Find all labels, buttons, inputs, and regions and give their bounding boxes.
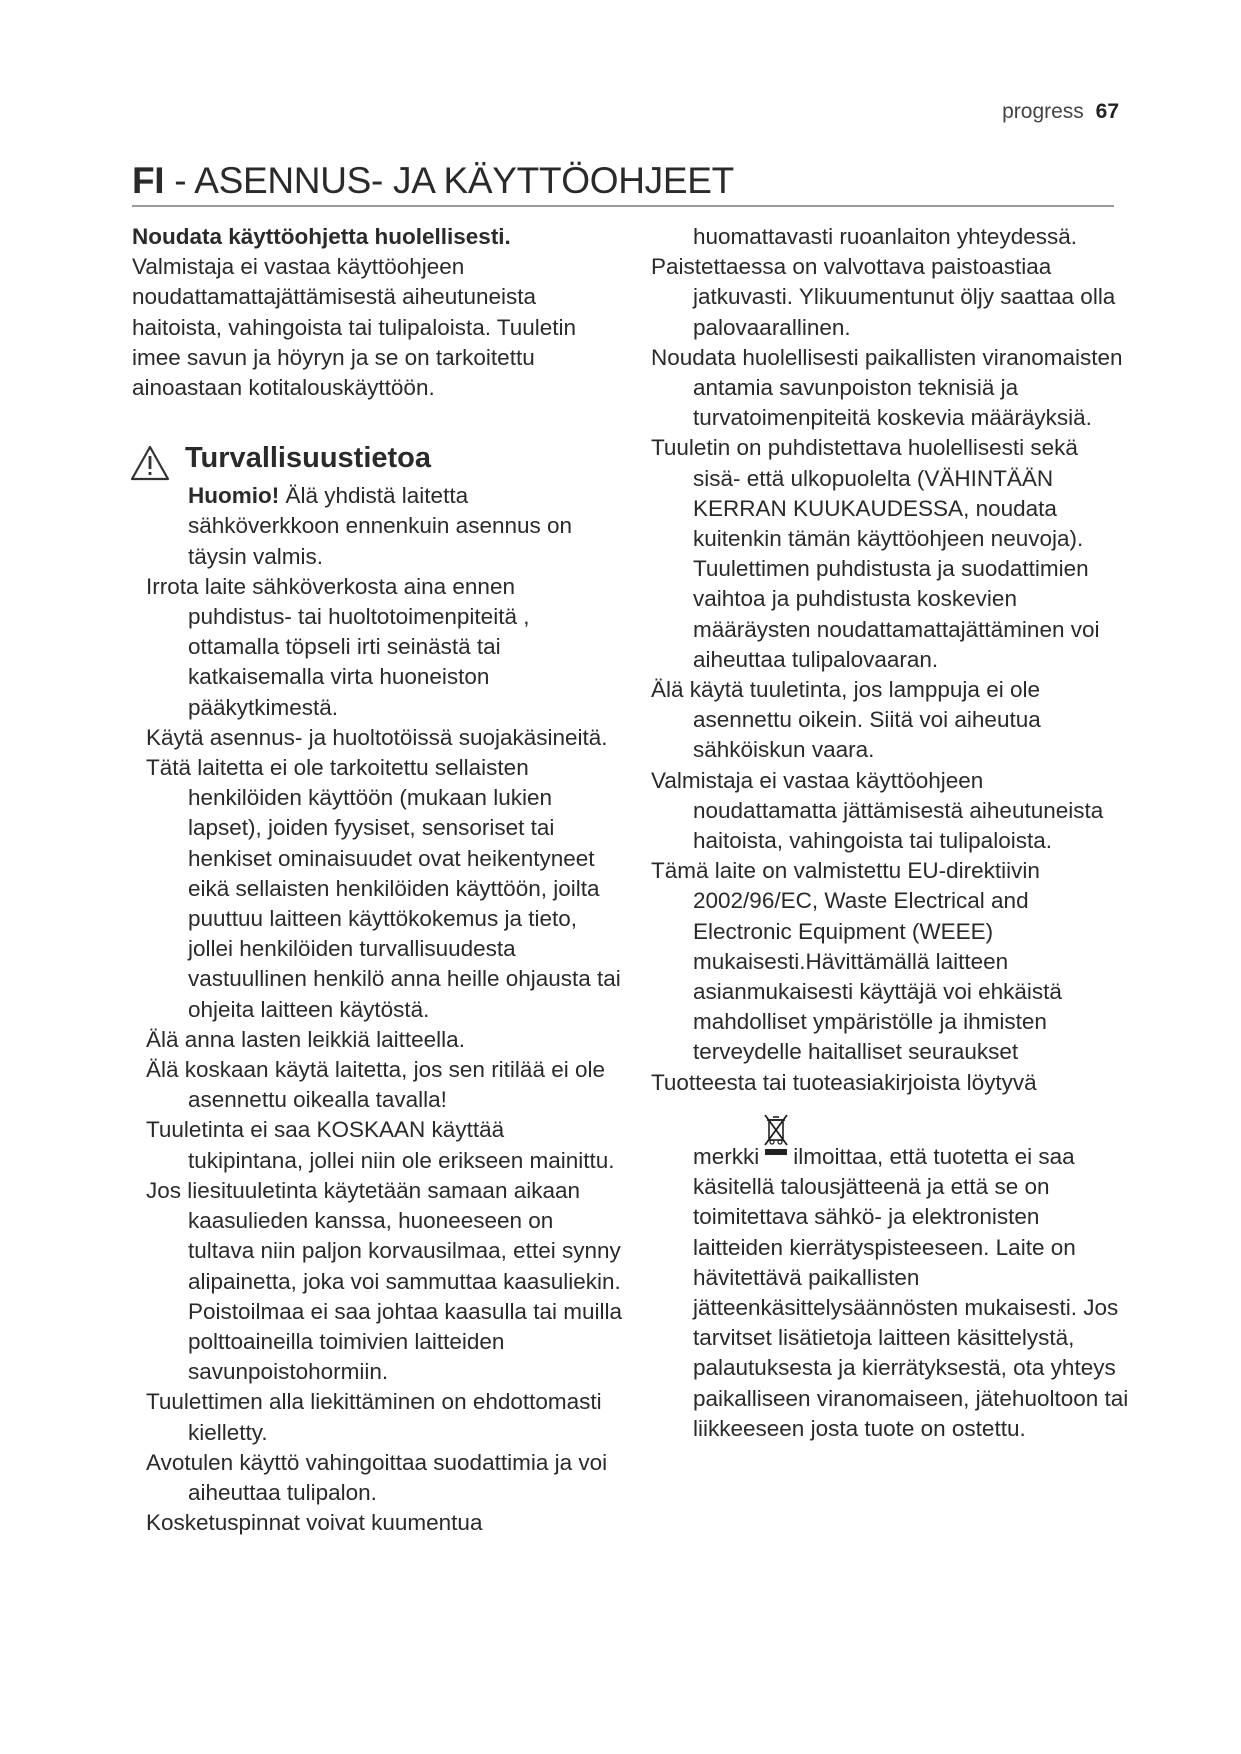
list-item: Tuulettimen alla liekittäminen on ehdottomasti kielletty.: [146, 1389, 602, 1445]
crossed-bin-icon: [763, 1112, 789, 1156]
left-column: [132, 222, 622, 1538]
list-item: Tuuletinta ei saa KOSKAAN käyttää tukipintana, jollei niin ole erikseen mainittu.: [146, 1117, 615, 1173]
list-item: Kosketuspinnat voivat kuumentua: [146, 1510, 483, 1536]
intro-paragraph: Valmistaja ei vastaa käyttöohjeen noudattamattajättämisestä aiheutuneista haitoista, vahingoista tai tulipaloista. Tuuletin imee savun ja höyryn ja se on tarkoitettu ainoastaan kotitalouskäyttöön.: [132, 254, 577, 401]
right-column: [651, 222, 1131, 1444]
list-item: Irrota laite sähköverkosta aina ennen puhdistus- tai huoltotoimenpiteitä , ottamalla töpseli irti seinästä tai katkaisemalla virta huoneiston pääkytkimestä.: [146, 573, 530, 720]
page-header: [1002, 100, 1119, 124]
safety-title: Turvallisuustietoa: [185, 442, 432, 475]
list-item: Käytä asennus- ja huoltotöissä suojakäsineitä.: [146, 724, 608, 750]
list-item: Jos liesituuletinta käytetään samaan aikaan kaasulieden kanssa, huoneeseen on tultava niin paljon korvausilmaa, ettei synny alipainetta, joka voi sammuttaa kaasuliekin. Poistoilmaa ei saa johtaa kaasulla tai muilla polttoaineilla toimivien laitteiden savunpoistohormiin.: [146, 1177, 622, 1385]
list-item: Tätä laitetta ei ole tarkoitettu sellaisten henkilöiden käyttöön (mukaan lukien lapset), joiden fyysiset, sensoriset tai henkiset ominaisuudet ovat heikentyneet eikä sellaisten henkilöiden käyttöön, joilta puuttuu laitteen käyttökokemus ja tieto, jollei henkilöiden turvallisuudesta vastuullinen henkilö anna heille ohjausta tai ohjeita laitteen käytöstä.: [146, 755, 621, 1022]
list-item: Älä koskaan käytä laitetta, jos sen ritilää ei ole asennettu oikealla tavalla!: [146, 1057, 605, 1113]
page-title: [132, 160, 734, 202]
list-item: Noudata huolellisesti paikallisten viranomaisten antamia savunpoiston teknisiä ja turvatoimenpiteitä koskevia määräyksiä.: [651, 344, 1123, 431]
list-item: Älä anna lasten leikkiä laitteella.: [146, 1026, 465, 1052]
weee-paragraph: [651, 1126, 1131, 1444]
list-item: Valmistaja ei vastaa käyttöohjeen noudattamatta jättämisestä aiheutuneista haitoista, vahingoista tai tulipaloista.: [651, 767, 1104, 854]
warning-label: Huomio!: [188, 483, 280, 509]
list-item: Tuuletin on puhdistettava huolellisesti sekä sisä- että ulkopuolelta (VÄHINTÄÄN KERRAN KUUKAUDESSA, noudata kuitenkin tämän käyttöohjeen neuvoja). Tuulettimen puhdistusta ja suodattimien vaihtoa ja puhdistusta koskevien määräysten noudattamattajättäminen voi aiheuttaa tulipalovaaran.: [651, 435, 1100, 672]
weee-before-icon: merkki: [693, 1143, 760, 1169]
list-item: Älä käytä tuuletinta, jos lamppuja ei ole asennettu oikein. Siitä voi aiheutua sähköiskun vaara.: [651, 677, 1041, 763]
list-item: Paistettaessa on valvottava paistoastiaa jatkuvasti. Ylikuumentunut öljy saattaa olla palovaarallinen.: [651, 254, 1116, 340]
title-text: - ASENNUS- JA KÄYTTÖOHJEET: [164, 160, 734, 201]
intro-heading: Noudata käyttöohjetta huolellisesti.: [132, 224, 511, 249]
safety-heading: [132, 442, 622, 481]
warning-triangle-icon: [130, 445, 170, 481]
continued-text: huomattavasti ruoanlaiton yhteydessä.: [693, 224, 1077, 249]
weee-intro: Tuotteesta tai tuoteasiakirjoista löytyvä: [651, 1069, 1037, 1095]
list-item: Tämä laite on valmistettu EU-direktiivin 2002/96/EC, Waste Electrical and Electronic Equipment (WEEE) mukaisesti.Hävittämällä laitteen asianmukaisesti käyttäjä voi ehkäistä mahdolliset ympäristölle ja ihmisten terveydelle haitalliset seuraukset: [651, 858, 1062, 1065]
warning-text: Älä yhdistä laitetta sähköverkkoon ennenkuin asennus on täysin valmis.: [188, 483, 573, 569]
title-divider: [132, 205, 1114, 207]
language-code: FI: [132, 160, 165, 201]
list-item: Avotulen käyttö vahingoittaa suodattimia ja voi aiheuttaa tulipalon.: [146, 1449, 608, 1505]
page-number: 67: [1095, 100, 1119, 123]
warning-note: [188, 481, 622, 572]
brand-name: progress: [1002, 100, 1084, 123]
weee-after-icon: ilmoittaa, että tuotetta ei saa käsitellä talousjätteenä ja että se on toimitettava sähkö- ja elektronisten laitteiden kierrätyspisteeseen. Laite on hävitettävä paikallisten jätteenkäsittelysäännösten mukaisesti. Jos tarvitset lisätietoja laitteen käsittelystä, palautuksesta ja kierrätyksestä, ota yhteys paikalliseen viranomaiseen, jätehuoltoon tai liikkeeseen josta tuote on ostettu.: [693, 1143, 1129, 1441]
